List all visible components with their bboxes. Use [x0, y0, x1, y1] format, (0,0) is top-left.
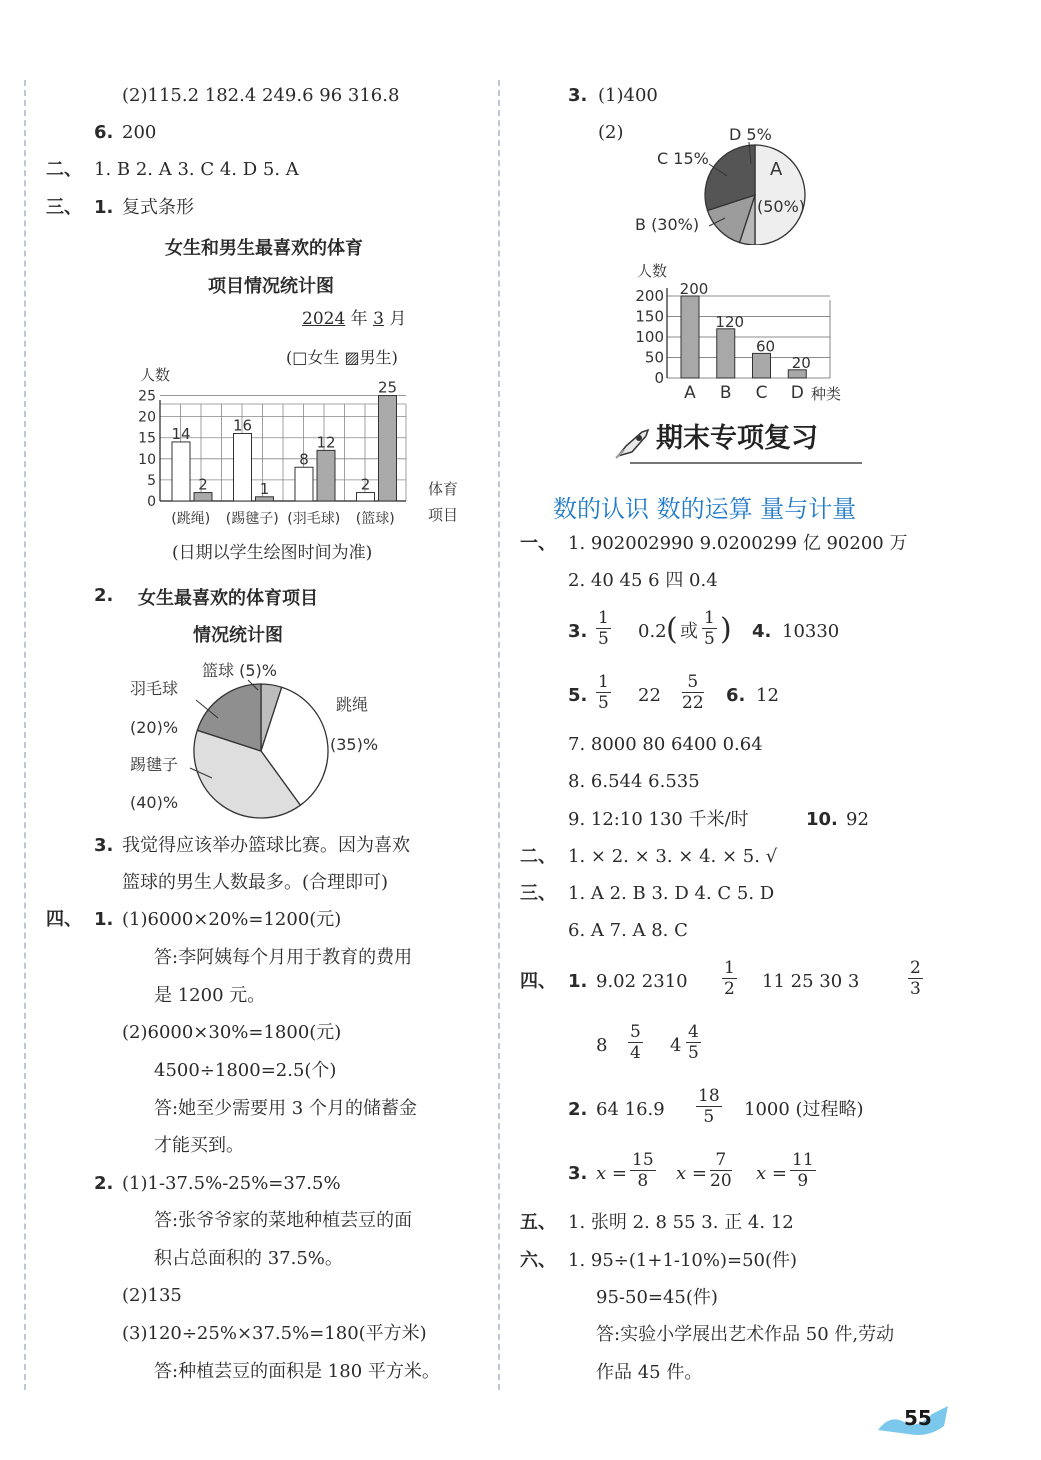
answer-line: 答:张爷爷家的菜地种植芸豆的面 — [154, 1210, 413, 1231]
answer-line: 1. 95÷(1+1-10%)=50(件) — [568, 1250, 798, 1271]
section-number: 四、 — [520, 971, 556, 992]
equation-lhs: x = — [676, 1163, 707, 1184]
bar — [717, 329, 735, 378]
answer-line: 是 1200 元。 — [154, 985, 266, 1006]
chart-note: (日期以学生绘图时间为准) — [172, 543, 373, 563]
page-number-badge — [876, 1400, 952, 1440]
answer-value: 92 — [846, 809, 869, 830]
bar-chart-abcd — [625, 258, 855, 408]
question-number: 3. — [568, 621, 588, 642]
bar-value-label: 120 — [715, 312, 745, 331]
denominator: 9 — [797, 1171, 809, 1191]
slice-label: 跳绳 — [336, 695, 369, 714]
chart-title: 项目情况统计图 — [208, 276, 334, 297]
answer-line: 95-50=45(件) — [596, 1287, 718, 1308]
fraction — [682, 672, 704, 713]
bar — [172, 442, 190, 501]
answer-value: 0.2 — [638, 621, 667, 642]
answer-value: 1000 (过程略) — [744, 1099, 864, 1120]
chart-date-text: 年 — [350, 309, 368, 329]
answer-value: 10330 — [782, 621, 840, 642]
question-number: 3. — [568, 85, 588, 106]
slice-label: D 5% — [729, 125, 772, 144]
slice-label: 踢毽子 — [130, 755, 179, 774]
question-number: 1. — [568, 971, 588, 992]
y-tick-label: 25 — [138, 388, 156, 405]
answer-line: 篮球的男生人数最多。(合理即可) — [122, 872, 389, 893]
slice-label: (35)% — [330, 735, 379, 754]
denominator: 5 — [688, 1043, 699, 1063]
rocket-icon — [612, 426, 652, 464]
answer-line: 答:种植芸豆的面积是 180 平方米。 — [154, 1361, 440, 1382]
answer-line: 7. 8000 80 6400 0.64 — [568, 734, 763, 755]
answer-line: 8. 6.544 6.535 — [568, 771, 700, 792]
slice-label: B (30%) — [635, 215, 700, 234]
numerator: 1 — [724, 958, 735, 978]
question-number: 3. — [568, 1163, 588, 1184]
question-number: 6. — [726, 685, 746, 706]
answer-value: 64 16.9 — [596, 1099, 665, 1120]
bar-value-label: 60 — [755, 337, 776, 356]
answer-line: (2) — [598, 122, 624, 143]
bar — [234, 434, 252, 501]
answer-line: (1)6000×20%=1200(元) — [122, 909, 342, 930]
fraction — [908, 958, 923, 999]
answer-line: 作品 45 件。 — [596, 1362, 703, 1383]
bar — [753, 353, 771, 378]
y-tick-label: 150 — [635, 307, 664, 326]
y-tick-label: 10 — [138, 451, 156, 468]
numerator: 1 — [598, 672, 609, 692]
numerator: 7 — [710, 1150, 732, 1171]
denominator: 3 — [910, 979, 921, 999]
question-number: 2. — [568, 1099, 588, 1120]
section-number: 四、 — [46, 909, 82, 930]
y-tick-label: 0 — [147, 494, 156, 510]
x-tick-label: D — [790, 383, 804, 403]
fraction — [686, 1022, 701, 1063]
fraction — [628, 1022, 643, 1063]
numerator: 15 — [632, 1150, 654, 1170]
answer-line: 答:实验小学展出艺术作品 50 件,劳动 — [596, 1324, 895, 1345]
y-tick-label: 200 — [635, 287, 664, 305]
bar-value-label: 16 — [232, 416, 253, 435]
numerator: 4 — [688, 1022, 699, 1042]
slice-label: 篮球 (5)% — [202, 661, 277, 680]
x-tick-label: C — [755, 383, 768, 403]
answer-line: (1)1-37.5%-25%=37.5% — [122, 1173, 341, 1194]
bar — [681, 296, 699, 378]
bar — [357, 493, 375, 501]
bar-value-label: 2 — [360, 475, 371, 494]
question-number: 2. — [94, 1173, 114, 1194]
y-axis-label: 人数 — [140, 366, 171, 384]
y-tick-label: 5 — [147, 472, 156, 489]
chart-title: 女生最喜欢的体育项目 — [138, 588, 318, 609]
fraction — [696, 1086, 722, 1127]
chart-date — [302, 307, 406, 331]
answer-value: 9.02 2310 — [596, 971, 688, 992]
grouped-bar-chart — [130, 360, 460, 530]
denominator: 5 — [703, 1107, 715, 1127]
answer-line: (2)115.2 182.4 249.6 96 316.8 — [122, 85, 400, 106]
x-tick-label: (踢毽子) — [225, 511, 279, 527]
answer-value: 8 — [596, 1035, 608, 1056]
section-number: 二、 — [46, 159, 82, 180]
slice-label: (20)% — [130, 718, 179, 737]
paren-open: ( — [666, 612, 678, 647]
chart-date-month: 3 — [373, 309, 384, 329]
question-number: 4. — [752, 621, 772, 642]
answer-line: 我觉得应该举办篮球比赛。因为喜欢 — [122, 835, 410, 856]
question-number: 5. — [568, 685, 588, 706]
numerator: 11 — [792, 1150, 814, 1170]
question-number: 1. — [94, 909, 114, 930]
numerator: 1 — [704, 608, 715, 628]
section-heading: 数的认识 数的运算 量与计量 — [553, 495, 857, 523]
answer-line: 2. 40 45 6 四 0.4 — [568, 570, 718, 591]
x-axis-label: 体育 — [428, 480, 459, 498]
answer-line: 积占总面积的 37.5%。 — [154, 1248, 343, 1269]
banner-title: 期末专项复习 — [656, 423, 818, 454]
question-number: 1. — [94, 197, 114, 218]
answer-line: 4500÷1800=2.5(个) — [154, 1060, 337, 1081]
x-axis-label: 种类 — [811, 385, 842, 403]
bar-value-label: 1 — [259, 479, 270, 498]
pie-chart-abcd — [625, 120, 845, 245]
y-tick-label: 50 — [644, 348, 664, 367]
question-number: 10. — [806, 809, 838, 830]
bar-value-label: 14 — [171, 424, 191, 443]
answer-line: 6. A 7. A 8. C — [568, 920, 688, 941]
bar — [295, 467, 313, 501]
section-number: 五、 — [520, 1212, 556, 1233]
denominator: 5 — [598, 629, 609, 649]
x-tick-label: (跳绳) — [171, 511, 211, 527]
answer-line: (2)135 — [122, 1285, 182, 1306]
left-margin-line — [24, 80, 26, 1390]
y-tick-label: 20 — [138, 409, 156, 426]
bar-value-label: 20 — [791, 353, 811, 372]
x-tick-label: (羽毛球) — [287, 511, 341, 527]
fraction — [790, 1150, 816, 1191]
answer-value: 或 — [680, 621, 698, 642]
answer-value: 12 — [756, 685, 779, 706]
answer-line: 答:李阿姨每个月用于教育的费用 — [154, 947, 413, 968]
fraction — [710, 1150, 732, 1191]
bar-value-label: 200 — [679, 280, 709, 298]
section-number: 三、 — [46, 197, 82, 218]
answer-line: 才能买到。 — [154, 1135, 244, 1156]
denominator: 20 — [710, 1171, 732, 1191]
bar-value-label: 8 — [299, 450, 309, 469]
fraction — [630, 1150, 656, 1191]
chart-title: 女生和男生最喜欢的体育 — [165, 238, 363, 259]
question-number: 2. — [94, 585, 114, 606]
x-axis-label: 项目 — [428, 506, 459, 524]
denominator: 8 — [637, 1171, 649, 1191]
fraction — [702, 608, 717, 649]
slice-label: 羽毛球 — [130, 679, 179, 698]
denominator: 22 — [682, 693, 704, 713]
chart-date-year: 2024 — [302, 309, 346, 329]
numerator: 5 — [682, 672, 704, 693]
banner-underline — [630, 462, 862, 464]
bar — [379, 396, 397, 501]
answer-line: 复式条形 — [122, 197, 194, 218]
answer-line: (2)6000×30%=1800(元) — [122, 1022, 342, 1043]
section-number: 二、 — [520, 846, 556, 867]
answer-line: (3)120÷25%×37.5%=180(平方米) — [122, 1323, 427, 1344]
y-tick-label: 15 — [138, 430, 156, 447]
equation-lhs: x = — [596, 1163, 627, 1184]
question-number: 6. — [94, 122, 114, 143]
answer-line: 1. 张明 2. 8 55 3. 正 4. 12 — [568, 1212, 794, 1233]
x-tick-label: (篮球) — [355, 511, 395, 527]
denominator: 5 — [704, 629, 715, 649]
chart-legend: (□女生 ▨男生) — [286, 348, 398, 367]
slice-label: (40)% — [130, 793, 179, 812]
section-number: 一、 — [520, 533, 556, 554]
answer-value: 4 — [670, 1035, 682, 1056]
denominator: 5 — [598, 693, 609, 713]
pie-chart — [120, 650, 420, 820]
denominator: 4 — [630, 1043, 641, 1063]
slice-label: (50%) — [757, 197, 806, 216]
y-axis-label: 人数 — [637, 262, 668, 280]
bar — [194, 493, 212, 501]
bar-value-label: 25 — [377, 378, 398, 397]
chart-date-text: 月 — [389, 309, 407, 329]
answer-line: 9. 12:10 130 千米/时 — [568, 809, 749, 830]
page-number: 55 — [904, 1406, 932, 1430]
column-divider — [498, 80, 500, 1390]
fraction — [596, 608, 611, 649]
chart-title: 情况统计图 — [193, 625, 283, 646]
answer-value: 22 — [638, 685, 661, 706]
slice-label: C 15% — [657, 149, 709, 168]
denominator: 2 — [724, 979, 735, 999]
answer-line: 200 — [122, 122, 157, 143]
numerator: 2 — [910, 958, 921, 978]
slice-label: A — [770, 159, 783, 180]
answer-line: 1. × 2. × 3. × 4. × 5. √ — [568, 846, 778, 867]
bar — [317, 450, 335, 501]
numerator: 1 — [598, 608, 609, 628]
bar-value-label: 2 — [198, 475, 208, 494]
equation-lhs: x = — [756, 1163, 787, 1184]
answer-line: 答:她至少需要用 3 个月的储蓄金 — [154, 1098, 417, 1119]
fraction — [722, 958, 737, 999]
answer-line: 1. A 2. B 3. D 4. C 5. D — [568, 883, 775, 904]
answer-line: 1. B 2. A 3. C 4. D 5. A — [94, 159, 299, 180]
question-number: 3. — [94, 835, 114, 856]
numerator: 18 — [698, 1086, 720, 1106]
answer-value: 11 25 30 3 — [762, 971, 860, 992]
answer-line: (1)400 — [598, 85, 658, 106]
x-tick-label: B — [719, 383, 732, 403]
fraction — [596, 672, 611, 713]
y-tick-label: 0 — [654, 369, 664, 387]
section-number: 六、 — [520, 1250, 556, 1271]
x-tick-label: A — [684, 383, 696, 403]
numerator: 5 — [630, 1022, 641, 1042]
answer-line: 1. 902002990 9.0200299 亿 90200 万 — [568, 533, 908, 554]
bar-value-label: 12 — [316, 433, 336, 452]
section-number: 三、 — [520, 883, 556, 904]
paren-close: ) — [720, 612, 732, 647]
y-tick-label: 100 — [635, 328, 664, 346]
